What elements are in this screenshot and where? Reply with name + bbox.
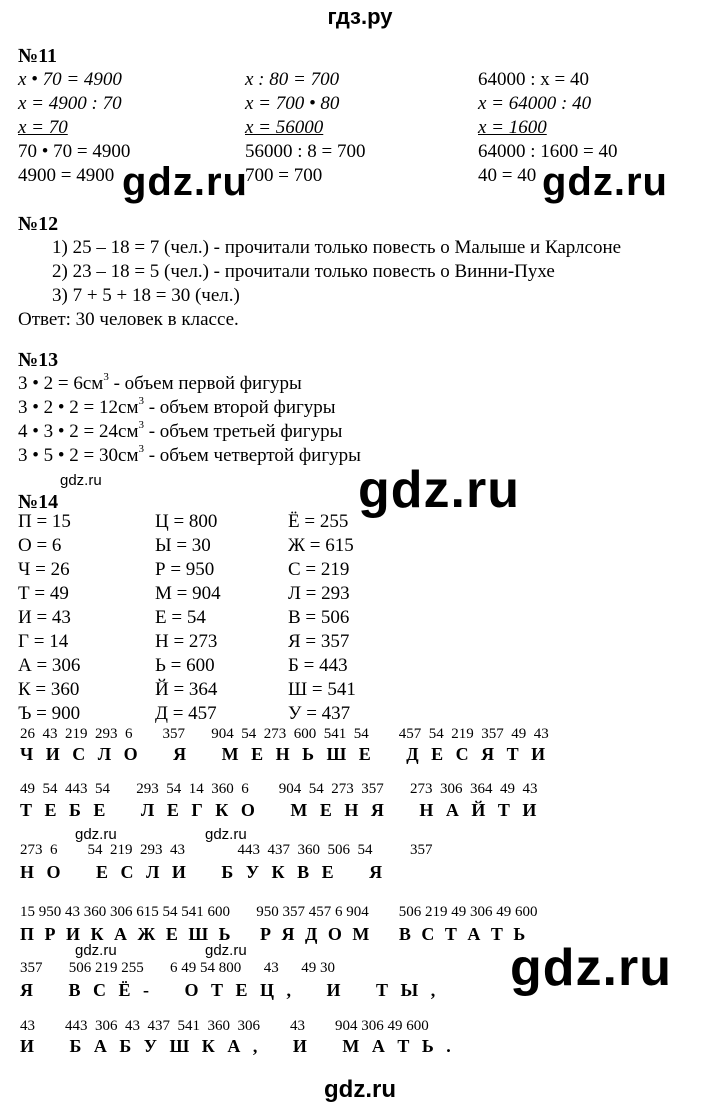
code-entry: Г = 14 (18, 631, 69, 652)
volume-line: 3 • 2 • $2 = 12см^3$ - объем второй фигуры (18, 395, 336, 418)
watermark: gdz.ru (205, 942, 247, 959)
watermark: gdz.ru (358, 461, 520, 519)
watermark: gdz.ru (75, 942, 117, 959)
eq-line: 70 • 70 = 4900 (18, 141, 131, 162)
eq-line: 40 = 40 (478, 165, 537, 186)
code-entry: Р = 950 (155, 559, 215, 580)
code-entry: Ж = 615 (288, 535, 354, 556)
code-entry: А = 306 (18, 655, 81, 676)
code-entry: Я = 357 (288, 631, 350, 652)
decode-codes: 49 54 443 54 293 54 14 360 6 904 54 273 357 273 306 364 49 43 (20, 781, 538, 797)
code-entry: Ц = 800 (155, 511, 218, 532)
eq-line: x = 1600 (478, 117, 547, 138)
decode-letters: И Б А Б У Ш К А , И М А Т Ь . (20, 1036, 452, 1056)
code-entry: В = 506 (288, 607, 350, 628)
code-entry: Ы = 30 (155, 535, 211, 556)
code-entry: У = 437 (288, 703, 351, 724)
eq-line: 64000 : 1600 = 40 (478, 141, 618, 162)
code-entry: Е = 54 (155, 607, 206, 628)
code-entry: Л = 293 (288, 583, 350, 604)
solution-line: 2) 23 – 18 = 5 (чел.) - прочитали только повесть о Винни-Пухе (52, 261, 555, 282)
watermark: gdz.ru (122, 160, 248, 204)
task-13-title: №13 (18, 349, 59, 371)
site-header: гдз.ру (327, 4, 393, 29)
eq-line: x = 700 • 80 (245, 93, 340, 114)
code-entry: Б = 443 (288, 655, 348, 676)
code-entry: И = 43 (18, 607, 71, 628)
decode-letters: Н О Е С Л И Б У К В Е Я (20, 862, 384, 882)
eq-line: x = 4900 : 70 (18, 93, 122, 114)
watermark: gdz.ru (510, 939, 672, 997)
eq-line: 64000 : x = 40 (478, 69, 589, 90)
solution-line: 3) 7 + 5 + 18 = 30 (чел.) (52, 285, 240, 306)
decode-letters: П Р И К А Ж Е Ш Ь Р Я Д О М В С Т А Т Ь (20, 924, 527, 944)
code-entry: Ш = 541 (288, 679, 356, 700)
code-entry: Т = 49 (18, 583, 69, 604)
task-12-title: №12 (18, 213, 59, 235)
code-entry: Ь = 600 (155, 655, 215, 676)
decode-letters: Т Е Б Е Л Е Г К О М Е Н Я Н А Й Т И (20, 800, 538, 820)
decode-letters: Ч И С Л О Я М Е Н Ь Ш Е Д Е С Я Т И (20, 744, 547, 764)
task-14-col2 (155, 510, 221, 726)
watermark: gdz.ru (205, 826, 247, 843)
eq-line: x : 80 = 700 (245, 69, 340, 90)
watermark: gdz.ru (60, 472, 102, 489)
code-entry: Ъ = 900 (18, 703, 81, 724)
code-entry: С = 219 (288, 559, 350, 580)
eq-line: 700 = 700 (245, 165, 323, 186)
decode-codes: 15 950 43 360 306 615 54 541 600 950 357 457 6 904 506 219 49 306 49 600 (20, 904, 538, 920)
volume-line: 4 • 3 • $2 = 24см^3$ - объем третьей фигуры (18, 419, 343, 442)
task-11-col1 (18, 68, 130, 188)
eq-line: 56000 : 8 = 700 (245, 141, 366, 162)
decode-letters: Я В С Ё - О Т Е Ц , И Т Ы , (20, 980, 437, 1000)
watermark: gdz.ru (75, 826, 117, 843)
decode-codes: 26 43 219 293 6 357 904 54 273 600 541 54 457 54 219 357 49 43 (20, 726, 549, 742)
site-footer: gdz.ru (324, 1076, 396, 1103)
volume-line: 3 • $2 = 6см^3$ - объем первой фигуры (18, 371, 302, 394)
code-entry: Ч = 26 (18, 559, 70, 580)
code-entry: К = 360 (18, 679, 80, 700)
task-12-answer: Ответ: 30 человек в классе. (18, 309, 239, 330)
watermark: gdz.ru (542, 160, 668, 204)
task-11-col2 (245, 68, 366, 188)
eq-line: 4900 = 4900 (18, 165, 115, 186)
code-entry: М = 904 (155, 583, 221, 604)
decode-codes: 357 506 219 255 6 49 54 800 43 49 30 (20, 960, 335, 976)
task-13-lines (18, 372, 361, 468)
task-14-col1 (18, 510, 80, 726)
decode-codes: 43 443 306 43 437 541 360 306 43 904 306 49 600 (20, 1018, 429, 1034)
code-entry: Ё = 255 (288, 511, 349, 532)
task-12-lines (52, 236, 621, 308)
eq-line: x = 56000 (245, 117, 324, 138)
eq-line: x • 70 = 4900 (18, 69, 122, 90)
code-entry: О = 6 (18, 535, 62, 556)
solution-line: 1) 25 – 18 = 7 (чел.) - прочитали только повесть о Малыше и Карлсоне (52, 237, 622, 258)
eq-line: x = 70 (18, 117, 68, 138)
task-11-title: №11 (18, 45, 57, 67)
task-14-col3 (288, 510, 356, 726)
decode-codes: 273 6 54 219 293 43 443 437 360 506 54 357 (20, 842, 433, 858)
task-14-title: №14 (18, 491, 59, 513)
eq-line: x = 64000 : 40 (478, 93, 592, 114)
volume-line: 3 • 5 • $2 = 30см^3$ - объем четвертой фигуры (18, 443, 361, 466)
code-entry: Н = 273 (155, 631, 218, 652)
code-entry: Д = 457 (155, 703, 217, 724)
code-entry: П = 15 (18, 511, 71, 532)
code-entry: Й = 364 (155, 679, 218, 700)
